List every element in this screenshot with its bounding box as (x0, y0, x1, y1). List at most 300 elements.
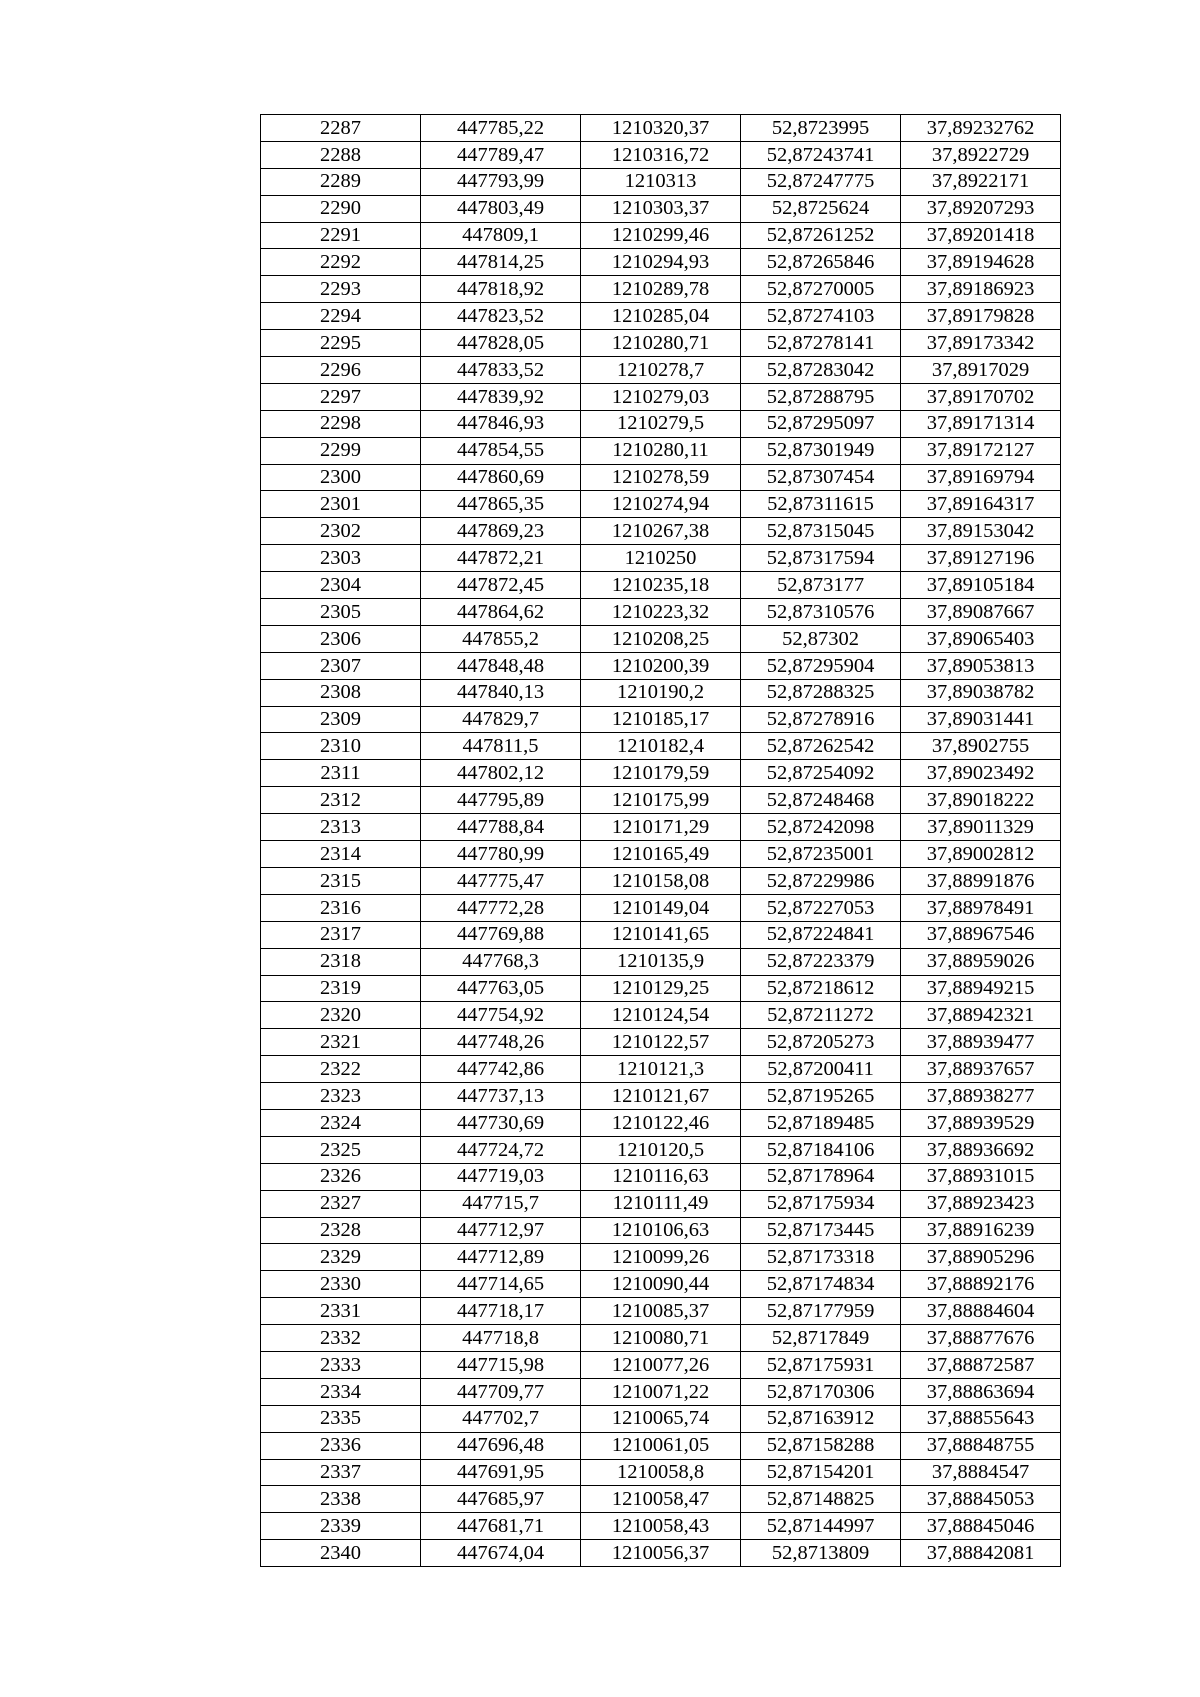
y-coordinate-cell: 1210185,17 (581, 706, 741, 733)
point-number-cell: 2323 (261, 1083, 421, 1110)
x-coordinate-cell: 447769,88 (421, 921, 581, 948)
latitude-cell: 52,87178964 (741, 1163, 901, 1190)
longitude-cell: 37,88942321 (901, 1002, 1061, 1029)
x-coordinate-cell: 447714,65 (421, 1271, 581, 1298)
point-number-cell: 2297 (261, 383, 421, 410)
y-coordinate-cell: 1210303,37 (581, 195, 741, 222)
x-coordinate-cell: 447737,13 (421, 1083, 581, 1110)
longitude-cell: 37,89169794 (901, 464, 1061, 491)
longitude-cell: 37,8922729 (901, 141, 1061, 168)
point-number-cell: 2325 (261, 1136, 421, 1163)
y-coordinate-cell: 1210223,32 (581, 599, 741, 626)
table-row (261, 1405, 1061, 1432)
y-coordinate-cell: 1210274,94 (581, 491, 741, 518)
latitude-cell: 52,87302 (741, 625, 901, 652)
latitude-cell: 52,87311615 (741, 491, 901, 518)
point-number-cell: 2290 (261, 195, 421, 222)
table-row (261, 1298, 1061, 1325)
longitude-cell: 37,89087667 (901, 599, 1061, 626)
latitude-cell: 52,87173445 (741, 1217, 901, 1244)
x-coordinate-cell: 447840,13 (421, 679, 581, 706)
longitude-cell: 37,89170702 (901, 383, 1061, 410)
x-coordinate-cell: 447793,99 (421, 168, 581, 195)
point-number-cell: 2312 (261, 787, 421, 814)
latitude-cell: 52,87154201 (741, 1459, 901, 1486)
longitude-cell: 37,89172127 (901, 437, 1061, 464)
longitude-cell: 37,89011329 (901, 814, 1061, 841)
latitude-cell: 52,87288325 (741, 679, 901, 706)
latitude-cell: 52,87227053 (741, 894, 901, 921)
x-coordinate-cell: 447742,86 (421, 1056, 581, 1083)
table-row (261, 572, 1061, 599)
x-coordinate-cell: 447872,45 (421, 572, 581, 599)
latitude-cell: 52,87317594 (741, 545, 901, 572)
y-coordinate-cell: 1210058,43 (581, 1513, 741, 1540)
point-number-cell: 2327 (261, 1190, 421, 1217)
latitude-cell: 52,87295097 (741, 410, 901, 437)
x-coordinate-cell: 447674,04 (421, 1540, 581, 1567)
point-number-cell: 2319 (261, 975, 421, 1002)
y-coordinate-cell: 1210129,25 (581, 975, 741, 1002)
point-number-cell: 2339 (261, 1513, 421, 1540)
x-coordinate-cell: 447763,05 (421, 975, 581, 1002)
latitude-cell: 52,8713809 (741, 1540, 901, 1567)
y-coordinate-cell: 1210124,54 (581, 1002, 741, 1029)
y-coordinate-cell: 1210056,37 (581, 1540, 741, 1567)
table-row (261, 599, 1061, 626)
table-row (261, 249, 1061, 276)
point-number-cell: 2324 (261, 1109, 421, 1136)
longitude-cell: 37,88855643 (901, 1405, 1061, 1432)
latitude-cell: 52,87189485 (741, 1109, 901, 1136)
x-coordinate-cell: 447712,89 (421, 1244, 581, 1271)
table-row (261, 975, 1061, 1002)
point-number-cell: 2332 (261, 1325, 421, 1352)
x-coordinate-cell: 447748,26 (421, 1029, 581, 1056)
longitude-cell: 37,88842081 (901, 1540, 1061, 1567)
y-coordinate-cell: 1210080,71 (581, 1325, 741, 1352)
y-coordinate-cell: 1210149,04 (581, 894, 741, 921)
x-coordinate-cell: 447802,12 (421, 760, 581, 787)
table-row (261, 1459, 1061, 1486)
latitude-cell: 52,8717849 (741, 1325, 901, 1352)
latitude-cell: 52,87243741 (741, 141, 901, 168)
x-coordinate-cell: 447828,05 (421, 330, 581, 357)
table-row (261, 867, 1061, 894)
point-number-cell: 2329 (261, 1244, 421, 1271)
table-row (261, 1217, 1061, 1244)
longitude-cell: 37,89018222 (901, 787, 1061, 814)
table-row (261, 1029, 1061, 1056)
y-coordinate-cell: 1210285,04 (581, 303, 741, 330)
x-coordinate-cell: 447730,69 (421, 1109, 581, 1136)
longitude-cell: 37,88848755 (901, 1432, 1061, 1459)
x-coordinate-cell: 447772,28 (421, 894, 581, 921)
table-row (261, 1190, 1061, 1217)
longitude-cell: 37,89153042 (901, 518, 1061, 545)
y-coordinate-cell: 1210116,63 (581, 1163, 741, 1190)
y-coordinate-cell: 1210135,9 (581, 948, 741, 975)
latitude-cell: 52,87229986 (741, 867, 901, 894)
x-coordinate-cell: 447823,52 (421, 303, 581, 330)
x-coordinate-cell: 447780,99 (421, 841, 581, 868)
x-coordinate-cell: 447865,35 (421, 491, 581, 518)
table-row (261, 1136, 1061, 1163)
table-row (261, 652, 1061, 679)
latitude-cell: 52,87278141 (741, 330, 901, 357)
y-coordinate-cell: 1210061,05 (581, 1432, 741, 1459)
table-row (261, 841, 1061, 868)
x-coordinate-cell: 447709,77 (421, 1378, 581, 1405)
x-coordinate-cell: 447768,3 (421, 948, 581, 975)
table-row (261, 1083, 1061, 1110)
y-coordinate-cell: 1210141,65 (581, 921, 741, 948)
y-coordinate-cell: 1210289,78 (581, 276, 741, 303)
point-number-cell: 2336 (261, 1432, 421, 1459)
longitude-cell: 37,89232762 (901, 115, 1061, 142)
table-row (261, 1540, 1061, 1567)
latitude-cell: 52,87261252 (741, 222, 901, 249)
point-number-cell: 2321 (261, 1029, 421, 1056)
latitude-cell: 52,87254092 (741, 760, 901, 787)
point-number-cell: 2310 (261, 733, 421, 760)
x-coordinate-cell: 447803,49 (421, 195, 581, 222)
latitude-cell: 52,87195265 (741, 1083, 901, 1110)
table-row (261, 1271, 1061, 1298)
table-row (261, 195, 1061, 222)
y-coordinate-cell: 1210065,74 (581, 1405, 741, 1432)
x-coordinate-cell: 447814,25 (421, 249, 581, 276)
y-coordinate-cell: 1210058,8 (581, 1459, 741, 1486)
latitude-cell: 52,87173318 (741, 1244, 901, 1271)
latitude-cell: 52,8723995 (741, 115, 901, 142)
point-number-cell: 2335 (261, 1405, 421, 1432)
latitude-cell: 52,87278916 (741, 706, 901, 733)
latitude-cell: 52,87283042 (741, 357, 901, 384)
table-row (261, 948, 1061, 975)
table-row (261, 1378, 1061, 1405)
latitude-cell: 52,87270005 (741, 276, 901, 303)
y-coordinate-cell: 1210111,49 (581, 1190, 741, 1217)
table-row (261, 383, 1061, 410)
point-number-cell: 2313 (261, 814, 421, 841)
y-coordinate-cell: 1210250 (581, 545, 741, 572)
longitude-cell: 37,88936692 (901, 1136, 1061, 1163)
x-coordinate-cell: 447715,98 (421, 1351, 581, 1378)
point-number-cell: 2303 (261, 545, 421, 572)
longitude-cell: 37,89023492 (901, 760, 1061, 787)
table-row (261, 1486, 1061, 1513)
table-row (261, 1325, 1061, 1352)
point-number-cell: 2287 (261, 115, 421, 142)
longitude-cell: 37,88905296 (901, 1244, 1061, 1271)
latitude-cell: 52,87307454 (741, 464, 901, 491)
latitude-cell: 52,87205273 (741, 1029, 901, 1056)
x-coordinate-cell: 447854,55 (421, 437, 581, 464)
longitude-cell: 37,88939529 (901, 1109, 1061, 1136)
latitude-cell: 52,87163912 (741, 1405, 901, 1432)
point-number-cell: 2337 (261, 1459, 421, 1486)
point-number-cell: 2316 (261, 894, 421, 921)
point-number-cell: 2328 (261, 1217, 421, 1244)
point-number-cell: 2298 (261, 410, 421, 437)
longitude-cell: 37,88931015 (901, 1163, 1061, 1190)
table-row (261, 1109, 1061, 1136)
longitude-cell: 37,89127196 (901, 545, 1061, 572)
point-number-cell: 2320 (261, 1002, 421, 1029)
x-coordinate-cell: 447681,71 (421, 1513, 581, 1540)
point-number-cell: 2318 (261, 948, 421, 975)
latitude-cell: 52,87310576 (741, 599, 901, 626)
point-number-cell: 2306 (261, 625, 421, 652)
x-coordinate-cell: 447860,69 (421, 464, 581, 491)
y-coordinate-cell: 1210175,99 (581, 787, 741, 814)
x-coordinate-cell: 447848,48 (421, 652, 581, 679)
latitude-cell: 52,87158288 (741, 1432, 901, 1459)
x-coordinate-cell: 447788,84 (421, 814, 581, 841)
x-coordinate-cell: 447846,93 (421, 410, 581, 437)
y-coordinate-cell: 1210099,26 (581, 1244, 741, 1271)
longitude-cell: 37,88967546 (901, 921, 1061, 948)
table-row (261, 814, 1061, 841)
latitude-cell: 52,87274103 (741, 303, 901, 330)
y-coordinate-cell: 1210279,5 (581, 410, 741, 437)
longitude-cell: 37,89186923 (901, 276, 1061, 303)
longitude-cell: 37,89207293 (901, 195, 1061, 222)
point-number-cell: 2338 (261, 1486, 421, 1513)
point-number-cell: 2314 (261, 841, 421, 868)
x-coordinate-cell: 447789,47 (421, 141, 581, 168)
table-row (261, 303, 1061, 330)
y-coordinate-cell: 1210278,7 (581, 357, 741, 384)
longitude-cell: 37,88845053 (901, 1486, 1061, 1513)
y-coordinate-cell: 1210267,38 (581, 518, 741, 545)
x-coordinate-cell: 447811,5 (421, 733, 581, 760)
x-coordinate-cell: 447855,2 (421, 625, 581, 652)
latitude-cell: 52,87144997 (741, 1513, 901, 1540)
x-coordinate-cell: 447754,92 (421, 1002, 581, 1029)
table-row (261, 1163, 1061, 1190)
longitude-cell: 37,88937657 (901, 1056, 1061, 1083)
y-coordinate-cell: 1210158,08 (581, 867, 741, 894)
table-row (261, 545, 1061, 572)
point-number-cell: 2326 (261, 1163, 421, 1190)
latitude-cell: 52,87148825 (741, 1486, 901, 1513)
latitude-cell: 52,87211272 (741, 1002, 901, 1029)
y-coordinate-cell: 1210280,11 (581, 437, 741, 464)
latitude-cell: 52,87288795 (741, 383, 901, 410)
point-number-cell: 2294 (261, 303, 421, 330)
x-coordinate-cell: 447829,7 (421, 706, 581, 733)
point-number-cell: 2289 (261, 168, 421, 195)
point-number-cell: 2315 (261, 867, 421, 894)
table-row (261, 679, 1061, 706)
point-number-cell: 2295 (261, 330, 421, 357)
longitude-cell: 37,89038782 (901, 679, 1061, 706)
point-number-cell: 2301 (261, 491, 421, 518)
point-number-cell: 2300 (261, 464, 421, 491)
latitude-cell: 52,87175931 (741, 1351, 901, 1378)
y-coordinate-cell: 1210190,2 (581, 679, 741, 706)
latitude-cell: 52,87175934 (741, 1190, 901, 1217)
longitude-cell: 37,88938277 (901, 1083, 1061, 1110)
table-row (261, 276, 1061, 303)
longitude-cell: 37,8922171 (901, 168, 1061, 195)
longitude-cell: 37,88877676 (901, 1325, 1061, 1352)
longitude-cell: 37,89002812 (901, 841, 1061, 868)
y-coordinate-cell: 1210077,26 (581, 1351, 741, 1378)
point-number-cell: 2334 (261, 1378, 421, 1405)
y-coordinate-cell: 1210071,22 (581, 1378, 741, 1405)
point-number-cell: 2296 (261, 357, 421, 384)
x-coordinate-cell: 447839,92 (421, 383, 581, 410)
longitude-cell: 37,89173342 (901, 330, 1061, 357)
latitude-cell: 52,873177 (741, 572, 901, 599)
y-coordinate-cell: 1210085,37 (581, 1298, 741, 1325)
y-coordinate-cell: 1210279,03 (581, 383, 741, 410)
y-coordinate-cell: 1210121,3 (581, 1056, 741, 1083)
x-coordinate-cell: 447864,62 (421, 599, 581, 626)
point-number-cell: 2330 (261, 1271, 421, 1298)
y-coordinate-cell: 1210280,71 (581, 330, 741, 357)
latitude-cell: 52,87242098 (741, 814, 901, 841)
x-coordinate-cell: 447718,8 (421, 1325, 581, 1352)
table-row (261, 410, 1061, 437)
x-coordinate-cell: 447833,52 (421, 357, 581, 384)
point-number-cell: 2311 (261, 760, 421, 787)
latitude-cell: 52,87315045 (741, 518, 901, 545)
x-coordinate-cell: 447775,47 (421, 867, 581, 894)
longitude-cell: 37,8917029 (901, 357, 1061, 384)
x-coordinate-cell: 447702,7 (421, 1405, 581, 1432)
x-coordinate-cell: 447872,21 (421, 545, 581, 572)
y-coordinate-cell: 1210208,25 (581, 625, 741, 652)
longitude-cell: 37,88991876 (901, 867, 1061, 894)
latitude-cell: 52,87218612 (741, 975, 901, 1002)
latitude-cell: 52,87295904 (741, 652, 901, 679)
point-number-cell: 2305 (261, 599, 421, 626)
table-row (261, 491, 1061, 518)
y-coordinate-cell: 1210165,49 (581, 841, 741, 868)
table-row (261, 787, 1061, 814)
latitude-cell: 52,87235001 (741, 841, 901, 868)
latitude-cell: 52,87248468 (741, 787, 901, 814)
y-coordinate-cell: 1210122,46 (581, 1109, 741, 1136)
x-coordinate-cell: 447691,95 (421, 1459, 581, 1486)
longitude-cell: 37,8884547 (901, 1459, 1061, 1486)
table-row (261, 437, 1061, 464)
longitude-cell: 37,88959026 (901, 948, 1061, 975)
point-number-cell: 2309 (261, 706, 421, 733)
point-number-cell: 2308 (261, 679, 421, 706)
table-row (261, 357, 1061, 384)
table-row (261, 1513, 1061, 1540)
x-coordinate-cell: 447685,97 (421, 1486, 581, 1513)
longitude-cell: 37,89194628 (901, 249, 1061, 276)
table-row (261, 168, 1061, 195)
x-coordinate-cell: 447809,1 (421, 222, 581, 249)
y-coordinate-cell: 1210121,67 (581, 1083, 741, 1110)
table-row (261, 625, 1061, 652)
point-number-cell: 2304 (261, 572, 421, 599)
y-coordinate-cell: 1210106,63 (581, 1217, 741, 1244)
table-row (261, 141, 1061, 168)
table-row (261, 518, 1061, 545)
table-row (261, 706, 1061, 733)
x-coordinate-cell: 447785,22 (421, 115, 581, 142)
longitude-cell: 37,88863694 (901, 1378, 1061, 1405)
x-coordinate-cell: 447718,17 (421, 1298, 581, 1325)
point-number-cell: 2317 (261, 921, 421, 948)
point-number-cell: 2340 (261, 1540, 421, 1567)
latitude-cell: 52,87223379 (741, 948, 901, 975)
longitude-cell: 37,89171314 (901, 410, 1061, 437)
x-coordinate-cell: 447869,23 (421, 518, 581, 545)
point-number-cell: 2322 (261, 1056, 421, 1083)
coordinates-table (260, 114, 1061, 1567)
table-row (261, 894, 1061, 921)
x-coordinate-cell: 447818,92 (421, 276, 581, 303)
table-row (261, 733, 1061, 760)
longitude-cell: 37,89065403 (901, 625, 1061, 652)
longitude-cell: 37,89105184 (901, 572, 1061, 599)
point-number-cell: 2331 (261, 1298, 421, 1325)
y-coordinate-cell: 1210058,47 (581, 1486, 741, 1513)
latitude-cell: 52,87224841 (741, 921, 901, 948)
table-row (261, 464, 1061, 491)
y-coordinate-cell: 1210122,57 (581, 1029, 741, 1056)
y-coordinate-cell: 1210182,4 (581, 733, 741, 760)
latitude-cell: 52,87177959 (741, 1298, 901, 1325)
x-coordinate-cell: 447724,72 (421, 1136, 581, 1163)
point-number-cell: 2333 (261, 1351, 421, 1378)
latitude-cell: 52,87170306 (741, 1378, 901, 1405)
y-coordinate-cell: 1210320,37 (581, 115, 741, 142)
longitude-cell: 37,88949215 (901, 975, 1061, 1002)
latitude-cell: 52,87262542 (741, 733, 901, 760)
point-number-cell: 2299 (261, 437, 421, 464)
longitude-cell: 37,89031441 (901, 706, 1061, 733)
longitude-cell: 37,88884604 (901, 1298, 1061, 1325)
longitude-cell: 37,89201418 (901, 222, 1061, 249)
x-coordinate-cell: 447795,89 (421, 787, 581, 814)
table-row (261, 760, 1061, 787)
y-coordinate-cell: 1210200,39 (581, 652, 741, 679)
y-coordinate-cell: 1210090,44 (581, 1271, 741, 1298)
table-row (261, 222, 1061, 249)
longitude-cell: 37,88978491 (901, 894, 1061, 921)
latitude-cell: 52,87200411 (741, 1056, 901, 1083)
longitude-cell: 37,88916239 (901, 1217, 1061, 1244)
x-coordinate-cell: 447696,48 (421, 1432, 581, 1459)
latitude-cell: 52,87174834 (741, 1271, 901, 1298)
table-row (261, 330, 1061, 357)
latitude-cell: 52,87301949 (741, 437, 901, 464)
point-number-cell: 2302 (261, 518, 421, 545)
table-row (261, 1002, 1061, 1029)
y-coordinate-cell: 1210299,46 (581, 222, 741, 249)
longitude-cell: 37,89179828 (901, 303, 1061, 330)
longitude-cell: 37,88923423 (901, 1190, 1061, 1217)
longitude-cell: 37,88892176 (901, 1271, 1061, 1298)
coordinates-table-body (261, 115, 1061, 1567)
longitude-cell: 37,88872587 (901, 1351, 1061, 1378)
x-coordinate-cell: 447715,7 (421, 1190, 581, 1217)
latitude-cell: 52,87247775 (741, 168, 901, 195)
y-coordinate-cell: 1210179,59 (581, 760, 741, 787)
point-number-cell: 2292 (261, 249, 421, 276)
longitude-cell: 37,89053813 (901, 652, 1061, 679)
